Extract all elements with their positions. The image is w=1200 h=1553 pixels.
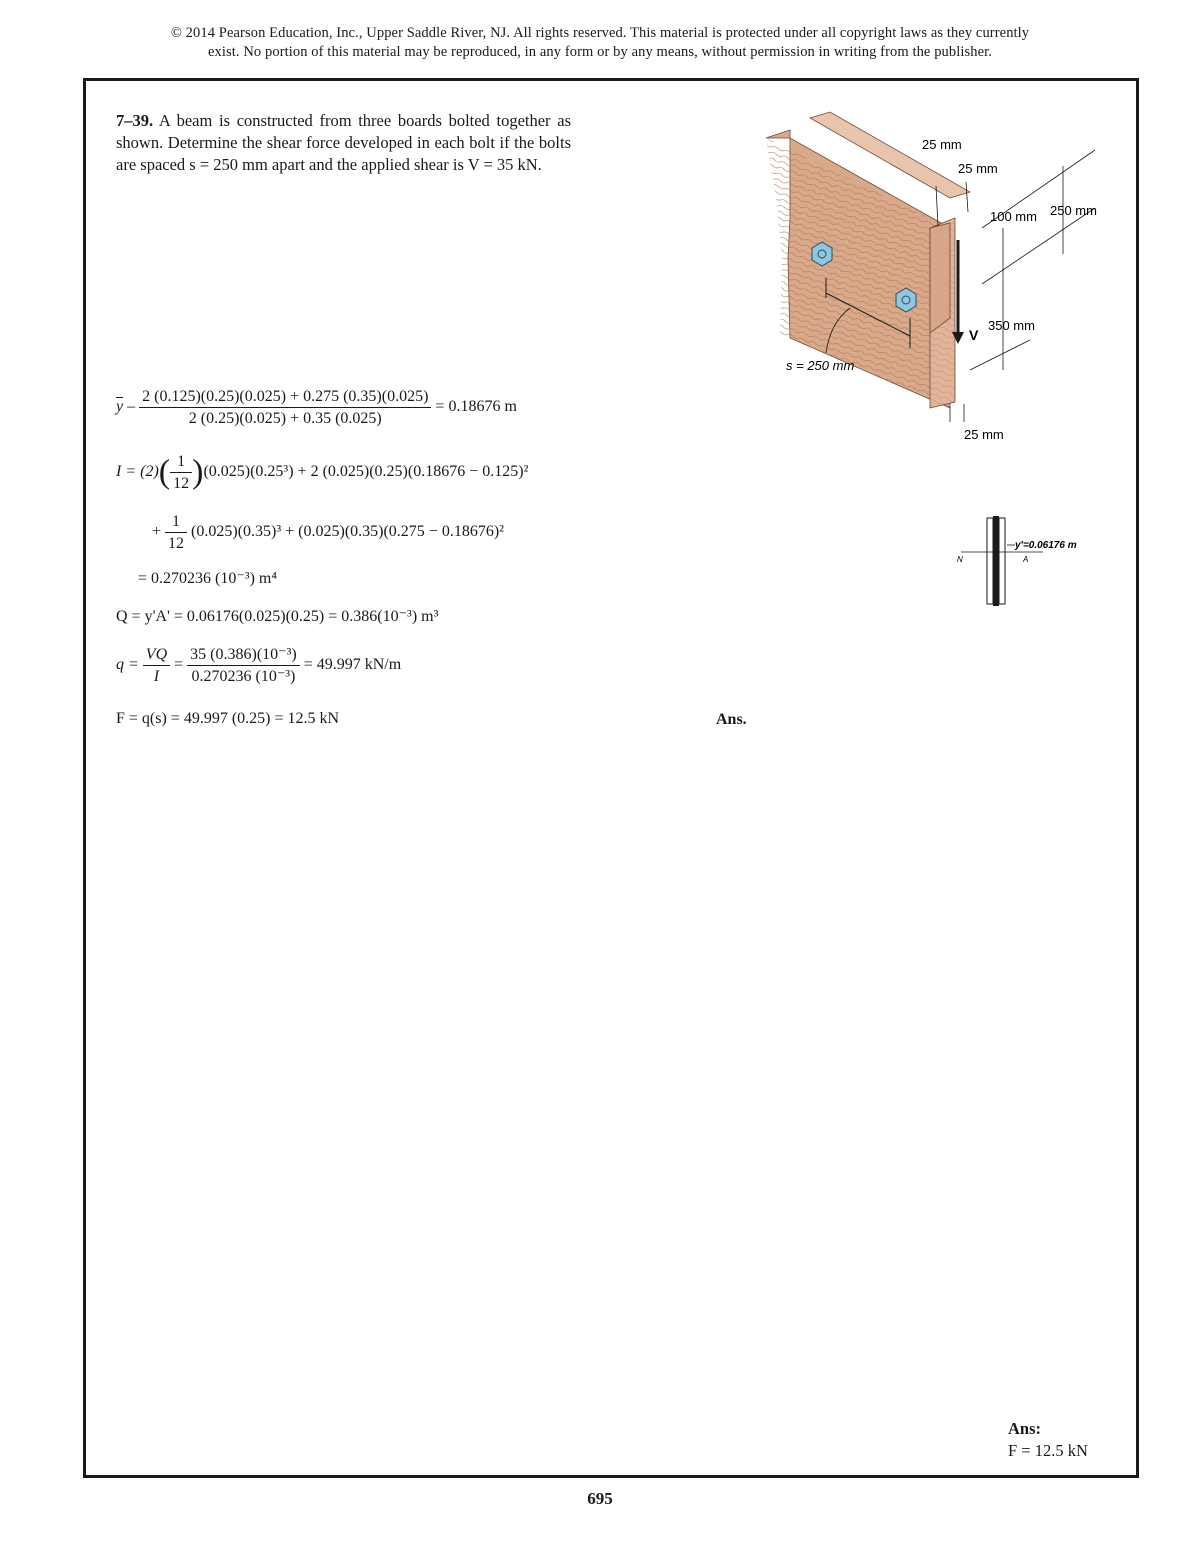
spacing-label: s = 250 mm — [786, 358, 855, 373]
copyright-line-2: exist. No portion of this material may be reproduced, in any form or by any means, without permission in writing from the publisher. — [208, 44, 992, 60]
shear-flow-frac1-den: I — [153, 668, 160, 685]
inertia2-fraction — [165, 512, 187, 553]
inertia-equation-line2 — [152, 512, 504, 553]
shear-flow-eq: = — [174, 656, 184, 674]
shear-flow-frac2 — [187, 645, 300, 686]
sketch-a-label: A — [1023, 555, 1029, 564]
ybar-numerator: 2 (0.125)(0.25)(0.025) + 0.275 (0.35)(0.025) — [139, 387, 431, 408]
page-number: 695 — [587, 1489, 613, 1508]
dim-25mm-b: 25 mm — [958, 161, 998, 176]
dim-100mm: 100 mm — [990, 209, 1037, 224]
inertia-frac-den: 12 — [173, 475, 190, 492]
inertia-rest: (0.025)(0.25³) + 2 (0.025)(0.25)(0.18676 − 0.125)² — [203, 463, 529, 481]
sketch-n-label: N — [957, 555, 963, 564]
shear-flow-frac2-num: 35 (0.386)(10⁻³) — [187, 645, 300, 666]
shear-flow-frac2-den: 0.270236 (10⁻³) — [191, 668, 296, 685]
dim-25mm-c: 25 mm — [964, 427, 1004, 442]
bolt-force-equation: F = q(s) = 49.997 (0.25) = 12.5 kN — [116, 710, 340, 727]
problem-statement — [116, 110, 571, 176]
section-web — [993, 516, 999, 606]
copyright-line-1: © 2014 Pearson Education, Inc., Upper Saddle River, NJ. All rights reserved. This material is protected under all copyright laws as they currently — [170, 25, 1030, 41]
section-right-plate — [999, 518, 1005, 604]
cross-section-sketch — [955, 512, 1115, 612]
inertia2-frac-den: 12 — [168, 535, 185, 552]
inertia-lhs: I = (2) — [116, 463, 159, 481]
shear-flow-frac1-num: VQ — [143, 645, 170, 666]
ybar-symbol: $\overline{y}$ — [116, 398, 124, 416]
inertia-result: = 0.270236 (10⁻³) m⁴ — [138, 570, 277, 587]
problem-number: 7–39. — [116, 111, 154, 130]
beam-figure — [760, 108, 1120, 448]
shear-flow-equation — [116, 645, 401, 686]
dim-350mm: 350 mm — [988, 318, 1035, 333]
inertia-equation-line1: I = (2)( $\frac{1}{12}$ )(0.025)(0.25³) + 2 (0.025)(0.25)(0.18676 − 0.125)² — [116, 453, 529, 492]
ybar-denominator: 2 (0.25)(0.025) + 0.35 (0.025) — [188, 410, 382, 427]
answer-value: F = 12.5 kN — [1008, 1441, 1088, 1460]
inertia-frac-num: 1 — [170, 452, 192, 473]
dim-250mm: 250 mm — [1050, 203, 1097, 218]
inertia2-rest: (0.025)(0.35)³ + (0.025)(0.35)(0.275 − 0.18676)² — [191, 523, 504, 541]
ybar-equation: $\overline{y}$ – $\frac{2 (0.125)(0.25)(0.025) + 0.275 (0.35)(0.025)}{2 (0.25)(0.025) + 0.35 (0.025)}$ = 0.18676 m — [116, 388, 517, 427]
ybar-result: = 0.18676 m — [435, 398, 517, 416]
inertia-fraction — [170, 452, 192, 493]
dim-25mm-a: 25 mm — [922, 137, 962, 152]
shear-flow-result: = 49.997 kN/m — [303, 656, 402, 674]
answer-label: Ans: — [1008, 1419, 1042, 1438]
answer-box — [1008, 1418, 1088, 1462]
sketch-ybar-label: y'=0.06176 m — [1015, 540, 1077, 551]
shear-label: V — [969, 327, 979, 343]
shear-flow-frac1 — [143, 645, 170, 686]
inertia2-frac-num: 1 — [165, 512, 187, 533]
front-board — [930, 223, 950, 333]
problem-text: A beam is constructed from three boards bolted together as shown. Determine the shear force developed in each bolt if the bolts are spaced s = 250 mm apart and the applied shear is V = 35 kN. — [116, 111, 571, 174]
first-moment-equation: Q = y'A' = 0.06176(0.025)(0.25) = 0.386(10⁻³) m³ — [116, 608, 439, 625]
shear-flow-lhs: q = — [116, 656, 139, 674]
ybar-fraction — [139, 387, 431, 428]
section-left-plate — [987, 518, 993, 604]
copyright-notice — [0, 24, 1200, 62]
inertia-plus: + — [152, 523, 162, 541]
answer-marker: Ans. — [716, 711, 747, 728]
